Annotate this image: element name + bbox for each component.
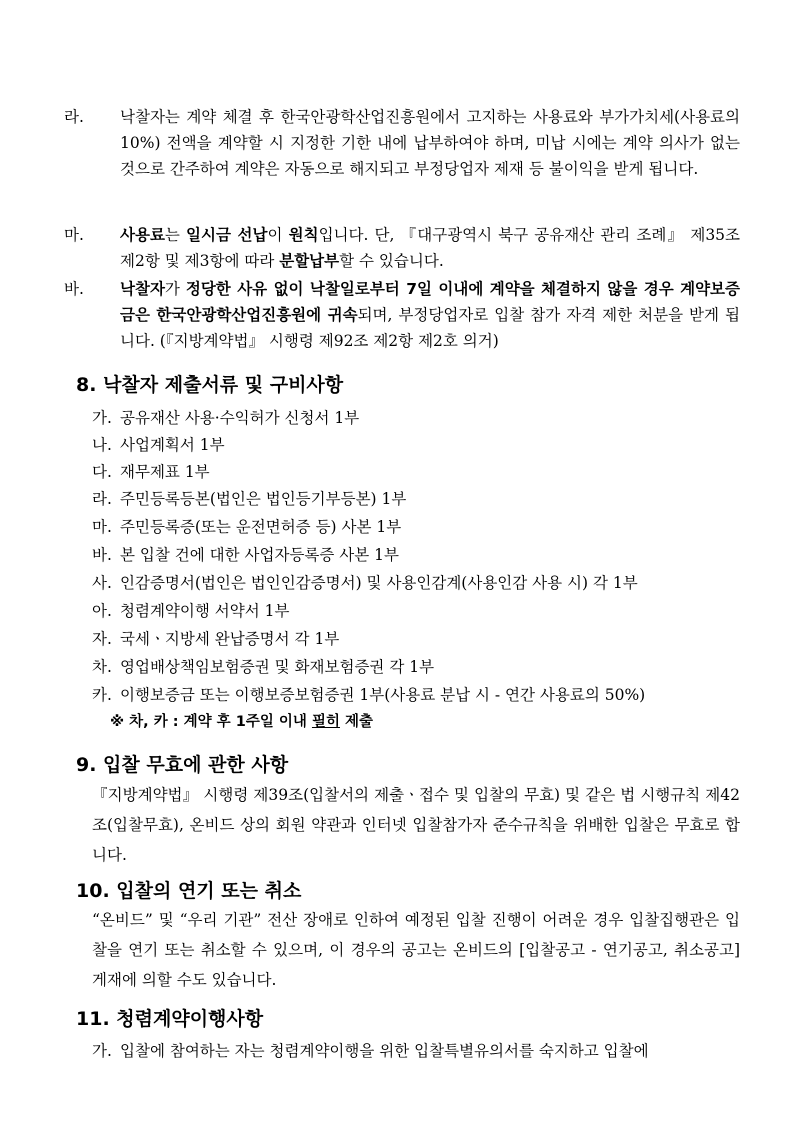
clause-ra-text: 낙찰자는 계약 체결 후 한국안광학산업진흥원에서 고지하는 사용료와 부가가치세(사용료의 10%) 전액을 계약할 시 지정한 기한 내에 납부하여야 하며, 미납 시에는 계약 의사가 없는 것으로 간주하여 계약은 자동으로 해지되고 부정당업자 제재 등 불이익을 받게 됩니다. [120, 108, 740, 178]
section-11-item-label: 가. [92, 1042, 112, 1060]
list-item: 차. 영업배상책임보험증권 및 화재보험증권 각 1부 [92, 658, 435, 676]
clause-ba [64, 276, 741, 354]
list-item: 다. 재무제표 1부 [92, 463, 210, 481]
list-item: 사. 인감증명서(법인은 법인인감증명서) 및 사용인감계(사용인감 사용 시) 각 1부 [92, 574, 638, 592]
clause-ba-bold-3: 정당한 사유 없이 낙찰일로부터 7일 이내에 계약을 체결하지 않을 경우 계약보증금은 한국안광학산업진흥원에 귀속 [120, 280, 741, 324]
clause-ba-bold-1: 낙찰자 [120, 280, 165, 298]
list-item: 나. 사업계획서 1부 [92, 436, 225, 454]
clause-ma-text-6: 입니다. 단, 『대구광역시 북구 공유재산 관리 조례』 제35조 제2항 및 제3항에 따라 [120, 226, 741, 270]
clause-ma-bold-3: 일시금 선납 [186, 226, 268, 244]
clause-ma-bold-1: 사용료 [120, 226, 165, 244]
list-item: 가. 공유재산 사용·수익허가 신청서 1부 [92, 409, 360, 427]
section-10-text: “온비드” 및 “우리 기관” 전산 장애로 인하여 예정된 입찰 진행이 어려운 경우 입찰집행관은 입찰을 연기 또는 취소할 수 있으며, 이 경우의 공고는 온비드의 [입찰공고 - 연기공고, 취소공고] 게재에 의할 수도 있습니다. [92, 911, 740, 989]
section-9-heading: 9. 입찰 무효에 관한 사항 [76, 754, 289, 776]
section-9-text: 『지방계약법』 시행령 제39조(입찰서의 제출ㆍ접수 및 입찰의 무효) 및 같은 법 시행규칙 제42조(입찰무효), 온비드 상의 회원 약관과 인터넷 입찰참가자 준수규칙을 위배한 입찰은 무효로 합니다. [92, 786, 740, 864]
section-8-heading: 8. 낙찰자 제출서류 및 구비사항 [76, 374, 344, 396]
section-11-item [92, 1038, 649, 1064]
section-11-heading: 11. 청렴계약이행사항 [76, 1008, 264, 1030]
list-item: 라. 주민등록등본(법인은 법인등기부등본) 1부 [92, 490, 407, 508]
note-suffix: 제출 [339, 714, 374, 730]
clause-ma-text-8: 할 수 있습니다. [339, 252, 444, 270]
clause-ma [64, 222, 741, 274]
clause-ba-text-2: 가 [164, 280, 186, 298]
clause-ma-text-2: 는 [164, 226, 187, 244]
list-item: 아. 청렴계약이행 서약서 1부 [92, 602, 290, 620]
clause-ma-bold-7: 분할납부 [279, 252, 340, 270]
note-prefix: ※ 차, 카 : 계약 후 1주일 이내 [110, 714, 312, 730]
clause-ma-label: 마. [64, 226, 84, 244]
list-item: 마. 주민등록증(또는 운전면허증 등) 사본 1부 [92, 518, 402, 536]
clause-ra-label: 라. [64, 108, 84, 126]
section-10-heading: 10. 입찰의 연기 또는 취소 [76, 880, 302, 902]
clause-ma-bold-5: 원칙 [288, 226, 319, 244]
list-item: 자. 국세ㆍ지방세 완납증명서 각 1부 [92, 630, 340, 648]
clause-ma-text-4: 이 [267, 226, 289, 244]
clause-ba-text-4: 되며, 부정당업자로 입찰 참가 자격 제한 처분을 받게 됩니다. (『지방계약법』 시행령 제92조 제2항 제2호 의거) [120, 306, 740, 350]
note-underlined: 필히 [311, 714, 340, 730]
submission-note [110, 709, 373, 735]
clause-ba-label: 바. [64, 280, 84, 298]
clause-ra [64, 104, 740, 182]
list-item: 바. 본 입찰 건에 대한 사업자등록증 사본 1부 [92, 546, 399, 564]
section-11-item-text: 입찰에 참여하는 자는 청렴계약이행을 위한 입찰특별유의서를 숙지하고 입찰에 [120, 1042, 649, 1060]
list-item: 카. 이행보증금 또는 이행보증보험증권 1부(사용료 분납 시 - 연간 사용료의 50%) [92, 686, 646, 704]
